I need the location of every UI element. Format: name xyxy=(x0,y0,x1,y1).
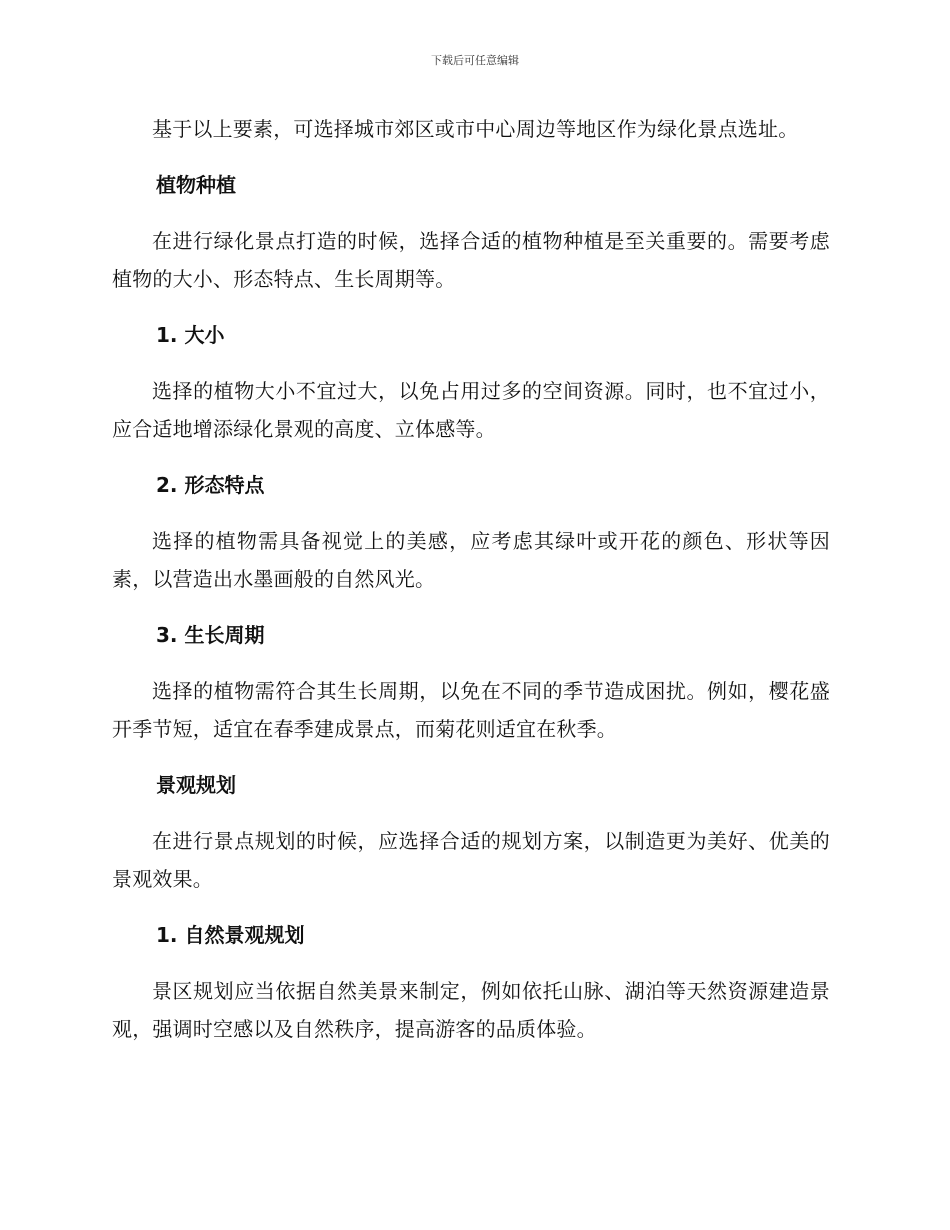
heading-form: 2. 形态特点 xyxy=(156,473,265,497)
heading-landscape-planning: 景观规划 xyxy=(156,773,236,797)
paragraph-plant-intro: 在进行绿化景点打造的时候，选择合适的植物种植是至关重要的。需要考虑植物的大小、形态特点、生长周期等。 xyxy=(112,229,830,291)
heading-growth-cycle: 3. 生长周期 xyxy=(156,623,265,647)
paragraph-site-selection: 基于以上要素，可选择城市郊区或市中心周边等地区作为绿化景点选址。 xyxy=(152,117,799,141)
document-body xyxy=(112,110,830,1070)
page-header: 下载后可任意编辑 xyxy=(431,54,519,67)
paragraph-form: 选择的植物需具备视觉上的美感，应考虑其绿叶或开花的颜色、形状等因素，以营造出水墨画般的自然风光。 xyxy=(112,529,830,591)
paragraph-landscape-intro: 在进行景点规划的时候，应选择合适的规划方案，以制造更为美好、优美的景观效果。 xyxy=(112,829,830,891)
heading-size: 1. 大小 xyxy=(156,323,225,347)
paragraph-natural-landscape: 景区规划应当依据自然美景来制定，例如依托山脉、湖泊等天然资源建造景观，强调时空感以及自然秩序，提高游客的品质体验。 xyxy=(112,979,830,1041)
paragraph-size: 选择的植物大小不宜过大，以免占用过多的空间资源。同时，也不宜过小，应合适地增添绿化景观的高度、立体感等。 xyxy=(112,379,830,441)
heading-plant-cultivation: 植物种植 xyxy=(156,173,236,197)
paragraph-growth-cycle: 选择的植物需符合其生长周期，以免在不同的季节造成困扰。例如，樱花盛开季节短，适宜在春季建成景点，而菊花则适宜在秋季。 xyxy=(112,679,830,741)
heading-natural-landscape: 1. 自然景观规划 xyxy=(156,923,305,947)
